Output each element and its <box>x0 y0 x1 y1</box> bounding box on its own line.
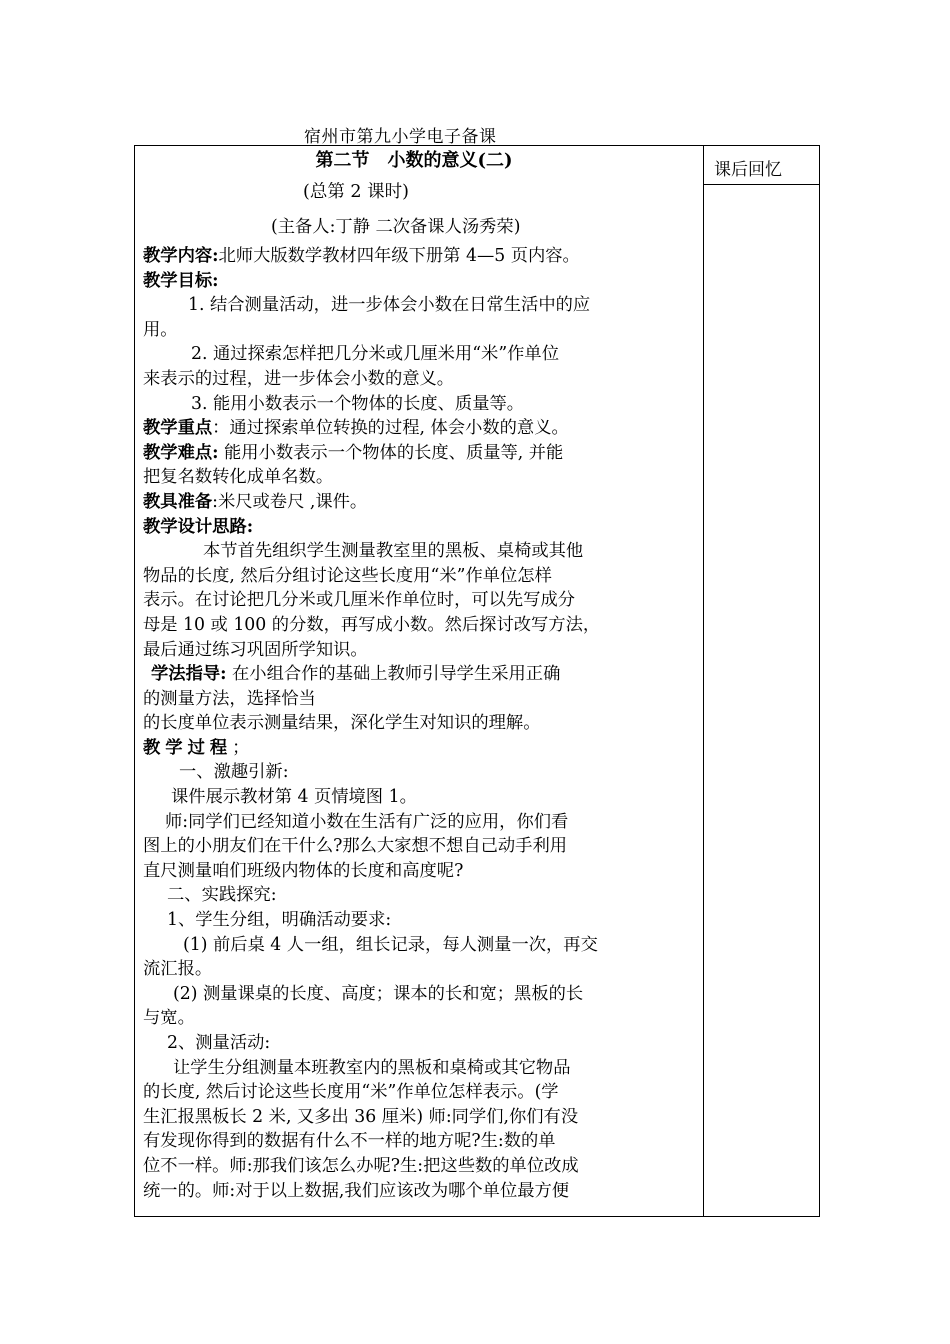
step-1-heading: 一、激趣引新: <box>179 762 289 783</box>
step-2-1-item-1a: (1) 前后桌 4 人一组，组长记录，每人测量一次，再交 <box>183 934 598 955</box>
step-1-text: 课件展示教材第 4 页情境图 1。 <box>171 787 417 808</box>
tools-label: 教具准备 <box>143 491 213 512</box>
step-1-dialog-3: 直尺测量咱们班级内物体的长度和高度呢? <box>143 860 464 881</box>
design-line: 本节首先组织学生测量教室里的黑板、桌椅或其他 <box>203 541 584 562</box>
step-2-2-line: 让学生分组测量本班教室内的黑板和桌椅或其它物品 <box>173 1057 571 1078</box>
step-2-2-line: 位不一样。师:那我们该怎么办呢?生:把这些数的单位改成 <box>143 1155 579 1176</box>
step-2-2-line: 有发现你得到的数据有什么不一样的地方呢?生:数的单 <box>143 1131 556 1152</box>
design-line: 母是 10 或 100 的分数，再写成小数。然后探讨改写方法， <box>143 614 601 635</box>
lesson-author: (主备人:丁静 二次备课人汤秀荣) <box>271 217 521 237</box>
key-point-label: 教学重点 <box>143 418 213 439</box>
key-point-text: ：通过探索单位转换的过程, 体会小数的意义。 <box>212 418 569 439</box>
step-2-1-heading: 1、学生分组，明确活动要求: <box>167 910 392 931</box>
process-tail: ； <box>232 737 250 758</box>
step-2-2-line: 统一的。师:对于以上数据,我们应该改为哪个单位最方便 <box>143 1180 570 1201</box>
teaching-goals-label: 教学目标: <box>143 270 219 291</box>
design-label: 教学设计思路: <box>143 516 254 537</box>
step-2-2-line: 的长度, 然后讨论这些长度用“米”作单位怎样表示。(学 <box>143 1082 559 1103</box>
difficulty-text-1: 能用小数表示一个物体的长度、质量等, 并能 <box>218 442 564 463</box>
review-column-header <box>704 146 820 185</box>
difficulty-label: 教学难点: <box>143 442 219 463</box>
difficulty-text-2: 把复名数转化成单名数。 <box>143 467 334 488</box>
goal-2-line-2: 来表示的过程，进一步体会小数的意义。 <box>143 368 455 389</box>
step-2-2-heading: 2、测量活动: <box>167 1033 271 1053</box>
goal-1-line-1: 1. 结合测量活动，进一步体会小数在日常生活中的应 <box>188 295 591 316</box>
tools-text: :米尺或卷尺 ,课件。 <box>212 491 368 512</box>
goal-3: 3. 能用小数表示一个物体的长度、质量等。 <box>191 393 525 414</box>
review-label: 课后回忆 <box>714 160 782 180</box>
step-2-1-item-2b: 与宽。 <box>143 1008 195 1029</box>
study-method <box>143 662 695 687</box>
lesson-title: 第二节 小数的意义(二) <box>315 150 513 171</box>
method-text-3: 的长度单位表示测量结果，深化学生对知识的理解。 <box>143 713 541 734</box>
method-label: 学法指导: <box>151 664 227 685</box>
teaching-content <box>143 244 695 269</box>
method-text-2: 的测量方法，选择恰当 <box>143 688 316 709</box>
step-1-dialog-2: 图上的小朋友们在干什么?那么大家想不想自己动手利用 <box>143 836 568 857</box>
goal-1-line-2: 用。 <box>143 319 178 340</box>
step-2-heading: 二、实践探究: <box>167 885 277 906</box>
design-line: 物品的长度, 然后分组讨论这些长度用“米”作单位怎样 <box>143 565 552 586</box>
process-heading <box>143 736 695 761</box>
difficulty-point <box>143 441 695 466</box>
design-line: 最后通过练习巩固所学知识。 <box>143 639 368 660</box>
teaching-tools <box>143 490 695 515</box>
process-label: 教学过程 <box>143 737 233 758</box>
step-2-1-item-1b: 流汇报。 <box>143 959 213 980</box>
method-text-1: 在小组合作的基础上教师引导学生采用正确 <box>226 664 561 685</box>
goal-2-line-1: 2. 通过探索怎样把几分米或几厘米用“米”作单位 <box>191 344 559 365</box>
lesson-plan-table <box>134 145 820 1217</box>
column-divider <box>703 146 704 1216</box>
step-2-2-line: 生汇报黑板长 2 米, 又多出 36 厘米) 师:同学们,你们有没 <box>143 1106 579 1127</box>
teaching-content-text: 北师大版数学教材四年级下册第 4—5 页内容。 <box>218 246 580 266</box>
design-line: 表示。在讨论把几分米或几厘米作单位时，可以先写成分 <box>143 590 576 611</box>
key-point <box>143 416 695 441</box>
school-header: 宿州市第九小学电子备课 <box>304 127 497 147</box>
lesson-subtitle: (总第 2 课时) <box>303 182 409 202</box>
teaching-content-label: 教学内容: <box>143 246 219 266</box>
lesson-content <box>143 148 695 1203</box>
step-1-dialog-1: 师:同学们已经知道小数在生活有广泛的应用，你们看 <box>165 811 569 832</box>
step-2-1-item-2a: (2) 测量课桌的长度、高度；课本的长和宽；黑板的长 <box>173 983 584 1004</box>
